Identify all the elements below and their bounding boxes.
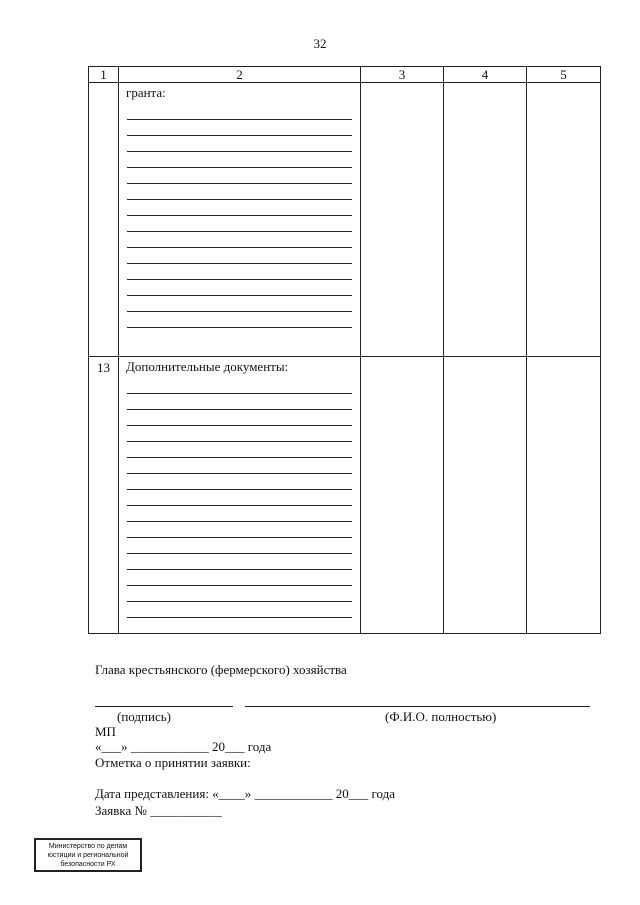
blank-line (127, 120, 352, 136)
blank-line (127, 586, 352, 602)
blank-line (127, 168, 352, 184)
blank-line (127, 458, 352, 474)
blank-line (127, 570, 352, 586)
blank-line (127, 136, 352, 152)
table-cell-col3 (361, 83, 444, 357)
ministry-stamp (34, 838, 142, 872)
table-header-cell: 3 (361, 67, 444, 83)
blank-line (127, 442, 352, 458)
date-line: «___» ____________ 20___ года (95, 739, 272, 754)
blank-line (127, 312, 352, 328)
table-row (89, 83, 601, 357)
row-description: Дополнительные документы: (126, 359, 289, 374)
table-header-cell: 4 (444, 67, 527, 83)
blank-line (127, 200, 352, 216)
signature-rule (95, 706, 233, 707)
row-number (89, 83, 119, 357)
blank-line (127, 490, 352, 506)
table-header-cell: 2 (119, 67, 361, 83)
row-description: гранта: (126, 85, 166, 100)
seal-label: МП (95, 724, 116, 739)
blank-line (127, 474, 352, 490)
blank-line (127, 394, 352, 410)
table-header-cell: 5 (527, 67, 601, 83)
blank-line (127, 248, 352, 264)
table-header-cell: 1 (89, 67, 119, 83)
blank-line (127, 602, 352, 618)
form-table (88, 66, 601, 634)
page-number: 32 (313, 36, 327, 51)
full-name-caption: (Ф.И.О. полностью) (385, 709, 497, 724)
stamp-line: безопасности РХ (60, 861, 116, 868)
table-cell-col4 (444, 357, 527, 634)
application-number: Заявка № ___________ (95, 803, 222, 818)
blank-line (127, 152, 352, 168)
row-description-cell (119, 357, 361, 634)
blank-line (127, 378, 352, 394)
blank-line (127, 232, 352, 248)
blank-line (127, 216, 352, 232)
table-cell-col5 (527, 357, 601, 634)
row-number: 13 (89, 357, 119, 634)
submission-date: Дата представления: «____» ____________ 20___ года (95, 786, 395, 801)
full-name-rule (245, 706, 590, 707)
blank-line (127, 280, 352, 296)
blank-lines (127, 378, 352, 618)
row-description-cell (119, 83, 361, 357)
stamp-line: Министерство по делам (48, 843, 128, 850)
blank-line (127, 184, 352, 200)
blank-line (127, 506, 352, 522)
blank-line (127, 410, 352, 426)
table-cell-col3 (361, 357, 444, 634)
table-cell-col5 (527, 83, 601, 357)
blank-line (127, 426, 352, 442)
stamp-line: юстиции и региональной (47, 852, 129, 859)
blank-line (127, 264, 352, 280)
blank-line (127, 538, 352, 554)
table-header-row (89, 67, 601, 83)
signature-caption: (подпись) (117, 709, 171, 724)
table-cell-col4 (444, 83, 527, 357)
blank-line (127, 296, 352, 312)
blank-line (127, 554, 352, 570)
blank-line (127, 522, 352, 538)
blank-lines (127, 104, 352, 328)
table-row (89, 357, 601, 634)
blank-line (127, 104, 352, 120)
head-title: Глава крестьянского (фермерского) хозяйства (95, 662, 347, 677)
acceptance-note: Отметка о принятии заявки: (95, 755, 251, 770)
